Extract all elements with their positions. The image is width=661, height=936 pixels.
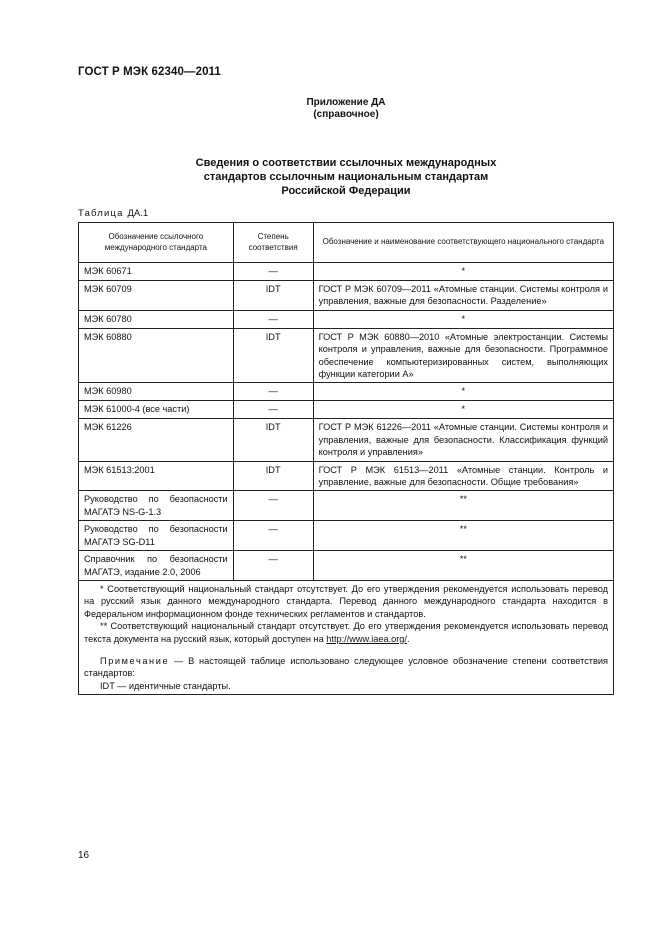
footnote-2-text: ** Соответствующий национальный стандарт отсутствует. До его утверждения рекомендуется использовать перевод текста документа на русский язык, который доступен на xyxy=(84,621,608,644)
cell-ref: МЭК 60780 xyxy=(79,310,234,328)
table-row xyxy=(79,383,614,401)
table-row xyxy=(79,521,614,551)
table-header-row xyxy=(79,223,614,263)
cell-degree: IDT xyxy=(233,328,313,383)
table-row xyxy=(79,401,614,419)
cell-ref: МЭК 60980 xyxy=(79,383,234,401)
cell-degree: — xyxy=(233,310,313,328)
cell-degree: — xyxy=(233,401,313,419)
section-title xyxy=(78,156,614,198)
appendix-title: Приложение ДА xyxy=(306,97,386,108)
cell-ref: МЭК 61513:2001 xyxy=(79,461,234,491)
table-row xyxy=(79,310,614,328)
cell-ref: МЭК 60671 xyxy=(79,263,234,281)
cell-national: ** xyxy=(313,491,613,521)
note-label: Примечание xyxy=(100,655,170,666)
table-row xyxy=(79,281,614,311)
cell-national: ГОСТ Р МЭК 61226—2011 «Атомные станции. Системы контроля и управления, важные для безопасности. Классификация функций контроля и управления» xyxy=(313,419,613,461)
footnote-2-end: . xyxy=(406,633,410,644)
document-header: ГОСТ Р МЭК 62340—2011 xyxy=(78,66,221,78)
table-row xyxy=(79,551,614,581)
cell-national: * xyxy=(313,310,613,328)
page-number: 16 xyxy=(78,850,90,861)
table-row xyxy=(79,461,614,491)
cell-national: ГОСТ Р МЭК 60709—2011 «Атомные станции. Системы контроля и управления, важные для безопасности. Разделение» xyxy=(313,281,613,311)
table-notes xyxy=(79,580,614,694)
cell-ref: МЭК 60880 xyxy=(79,328,234,383)
column-header: Обозначение и наименование соответствующего национального стандарта xyxy=(313,223,613,263)
cell-national: ** xyxy=(313,521,613,551)
cell-ref: МЭК 61000-4 (все части) xyxy=(79,401,234,419)
cell-degree: — xyxy=(233,383,313,401)
cell-ref: МЭК 61226 xyxy=(79,419,234,461)
cell-degree: IDT xyxy=(233,419,313,461)
footnote-1: * Соответствующий национальный стандарт отсутствует. До его утверждения рекомендуется использовать перевод на русский язык данного международного стандарта. Перевод данного международного стандарта находится в Федеральном информационном фонде технических регламентов и стандартов. xyxy=(84,583,608,619)
cell-national: * xyxy=(313,401,613,419)
table-caption xyxy=(78,208,148,219)
cell-degree: — xyxy=(233,491,313,521)
table-row xyxy=(79,328,614,383)
table-row xyxy=(79,491,614,521)
section-title-line: Сведения о соответствии ссылочных международных xyxy=(195,157,497,169)
footnote-2 xyxy=(84,620,608,645)
idt-definition: IDT — идентичные стандарты. xyxy=(100,680,231,691)
cell-degree: IDT xyxy=(233,461,313,491)
cell-ref: МЭК 60709 xyxy=(79,281,234,311)
appendix-subtitle: (справочное) xyxy=(313,109,379,120)
cell-national: ГОСТ Р МЭК 60880—2010 «Атомные электростанции. Системы контроля и управления, важные для безопасности. Программное обеспечение компьютеризированных систем, выполняющих функции категории А» xyxy=(313,328,613,383)
table-caption-number: ДА.1 xyxy=(127,208,149,219)
iaea-link[interactable]: http://www.iaea.org/ xyxy=(326,633,407,644)
cell-degree: — xyxy=(233,521,313,551)
cell-degree: — xyxy=(233,551,313,581)
table-row xyxy=(79,263,614,281)
cell-ref: Справочник по безопасности МАГАТЭ, издание 2.0, 2006 xyxy=(79,551,234,581)
column-header: Обозначение ссылочного международного стандарта xyxy=(79,223,234,263)
cell-degree: IDT xyxy=(233,281,313,311)
cell-national: ГОСТ Р МЭК 61513—2011 «Атомные станции. Контроль и управление, важные для безопасности. Общие требования» xyxy=(313,461,613,491)
section-title-line: Российской Федерации xyxy=(281,185,411,197)
standards-table xyxy=(78,222,614,695)
cell-national: * xyxy=(313,263,613,281)
cell-degree: — xyxy=(233,263,313,281)
cell-national: * xyxy=(313,383,613,401)
table-caption-label: Таблица xyxy=(78,208,124,219)
appendix-heading xyxy=(78,97,614,121)
cell-ref: Руководство по безопасности МАГАТЭ SG-D11 xyxy=(79,521,234,551)
cell-ref: Руководство по безопасности МАГАТЭ NS-G-1.3 xyxy=(79,491,234,521)
note-text: — В настоящей таблице использовано следующее условное обозначение степени соответствия стандартов: xyxy=(84,655,608,679)
table-note xyxy=(84,655,608,680)
table-notes-row xyxy=(79,580,614,694)
section-title-line: стандартов ссылочным национальным стандартам xyxy=(203,171,489,183)
column-header: Степень соответствия xyxy=(233,223,313,263)
table-row xyxy=(79,419,614,461)
cell-national: ** xyxy=(313,551,613,581)
